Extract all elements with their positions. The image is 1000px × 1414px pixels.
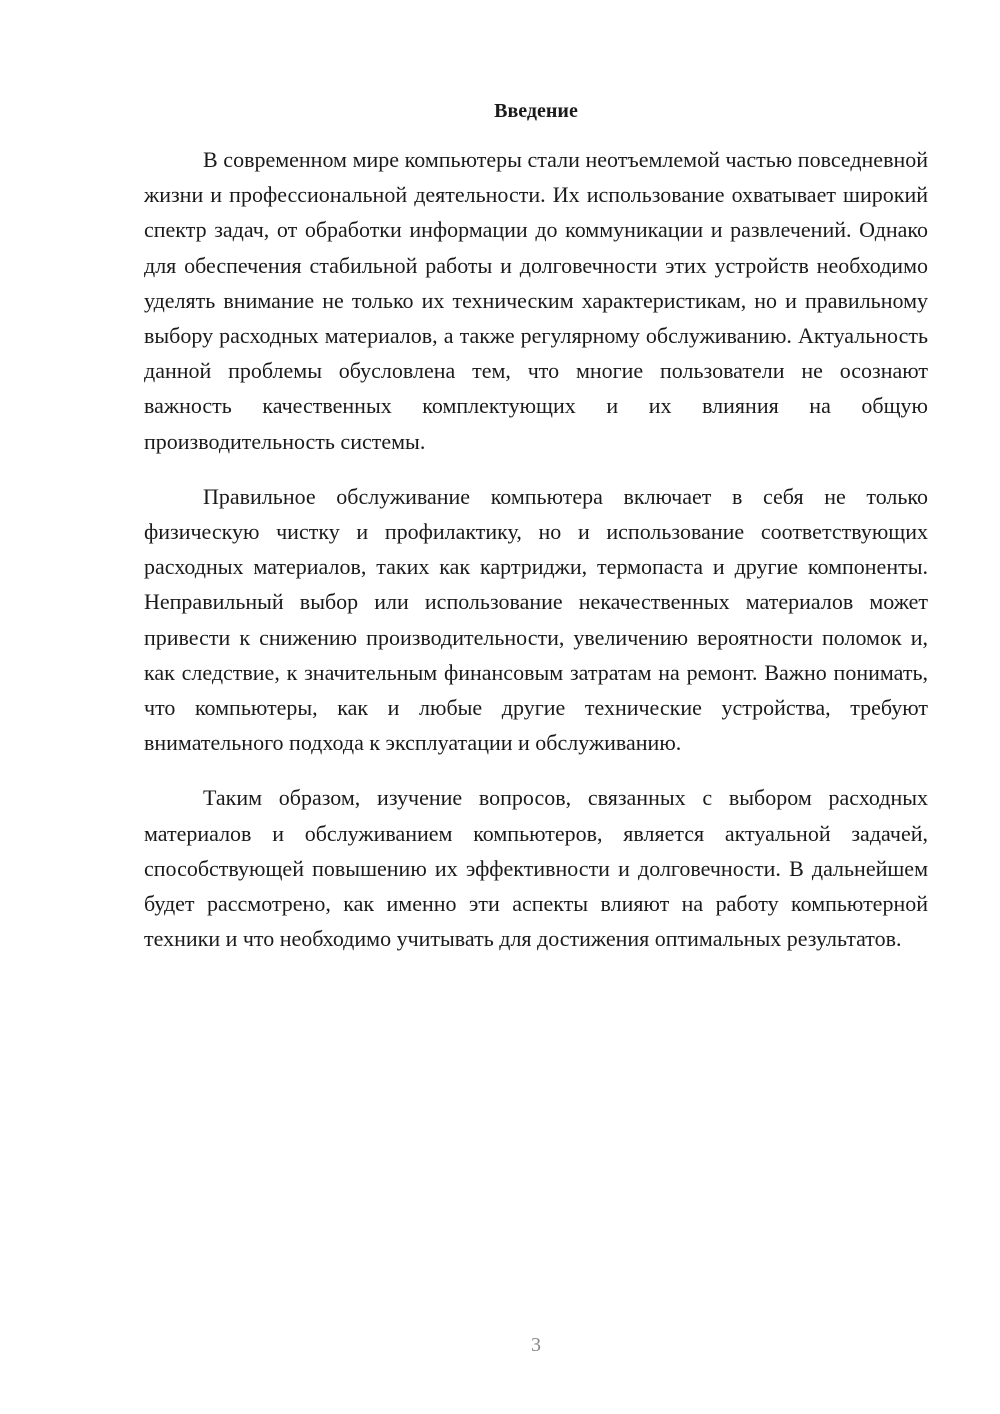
body-text <box>144 142 928 976</box>
section-heading: Введение <box>494 100 578 122</box>
paragraph-1: В современном мире компьютеры стали неотъемлемой частью повседневной жизни и профессиональной деятельности. Их использование охватывает широкий спектр задач, от обработки информации до коммуникации и развлечений. Однако для обеспечения стабильной работы и долговечности этих устройств необходимо уделять внимание не только их техническим характеристикам, но и правильному выбору расходных материалов, а также регулярному обслуживанию. Актуальность данной проблемы обусловлена тем, что многие пользователи не осознают важность качественных комплектующих и их влияния на общую производительность системы. <box>144 147 928 454</box>
page-number: 3 <box>531 1334 541 1356</box>
paragraph-2: Правильное обслуживание компьютера включает в себя не только физическую чистку и профилактику, но и использование соответствующих расходных материалов, таких как картриджи, термопаста и другие компоненты. Неправильный выбор или использование некачественных материалов может привести к снижению производительности, увеличению вероятности поломок и, как следствие, к значительным финансовым затратам на ремонт. Важно понимать, что компьютеры, как и любые другие технические устройства, требуют внимательного подхода к эксплуатации и обслуживанию. <box>144 483 928 756</box>
paragraph-3: Таким образом, изучение вопросов, связанных с выбором расходных материалов и обслуживанием компьютеров, является актуальной задачей, способствующей повышению их эффективности и долговечности. В дальнейшем будет рассмотрено, как именно эти аспекты влияют на работу компьютерной техники и что необходимо учитывать для достижения оптимальных результатов. <box>144 785 928 952</box>
